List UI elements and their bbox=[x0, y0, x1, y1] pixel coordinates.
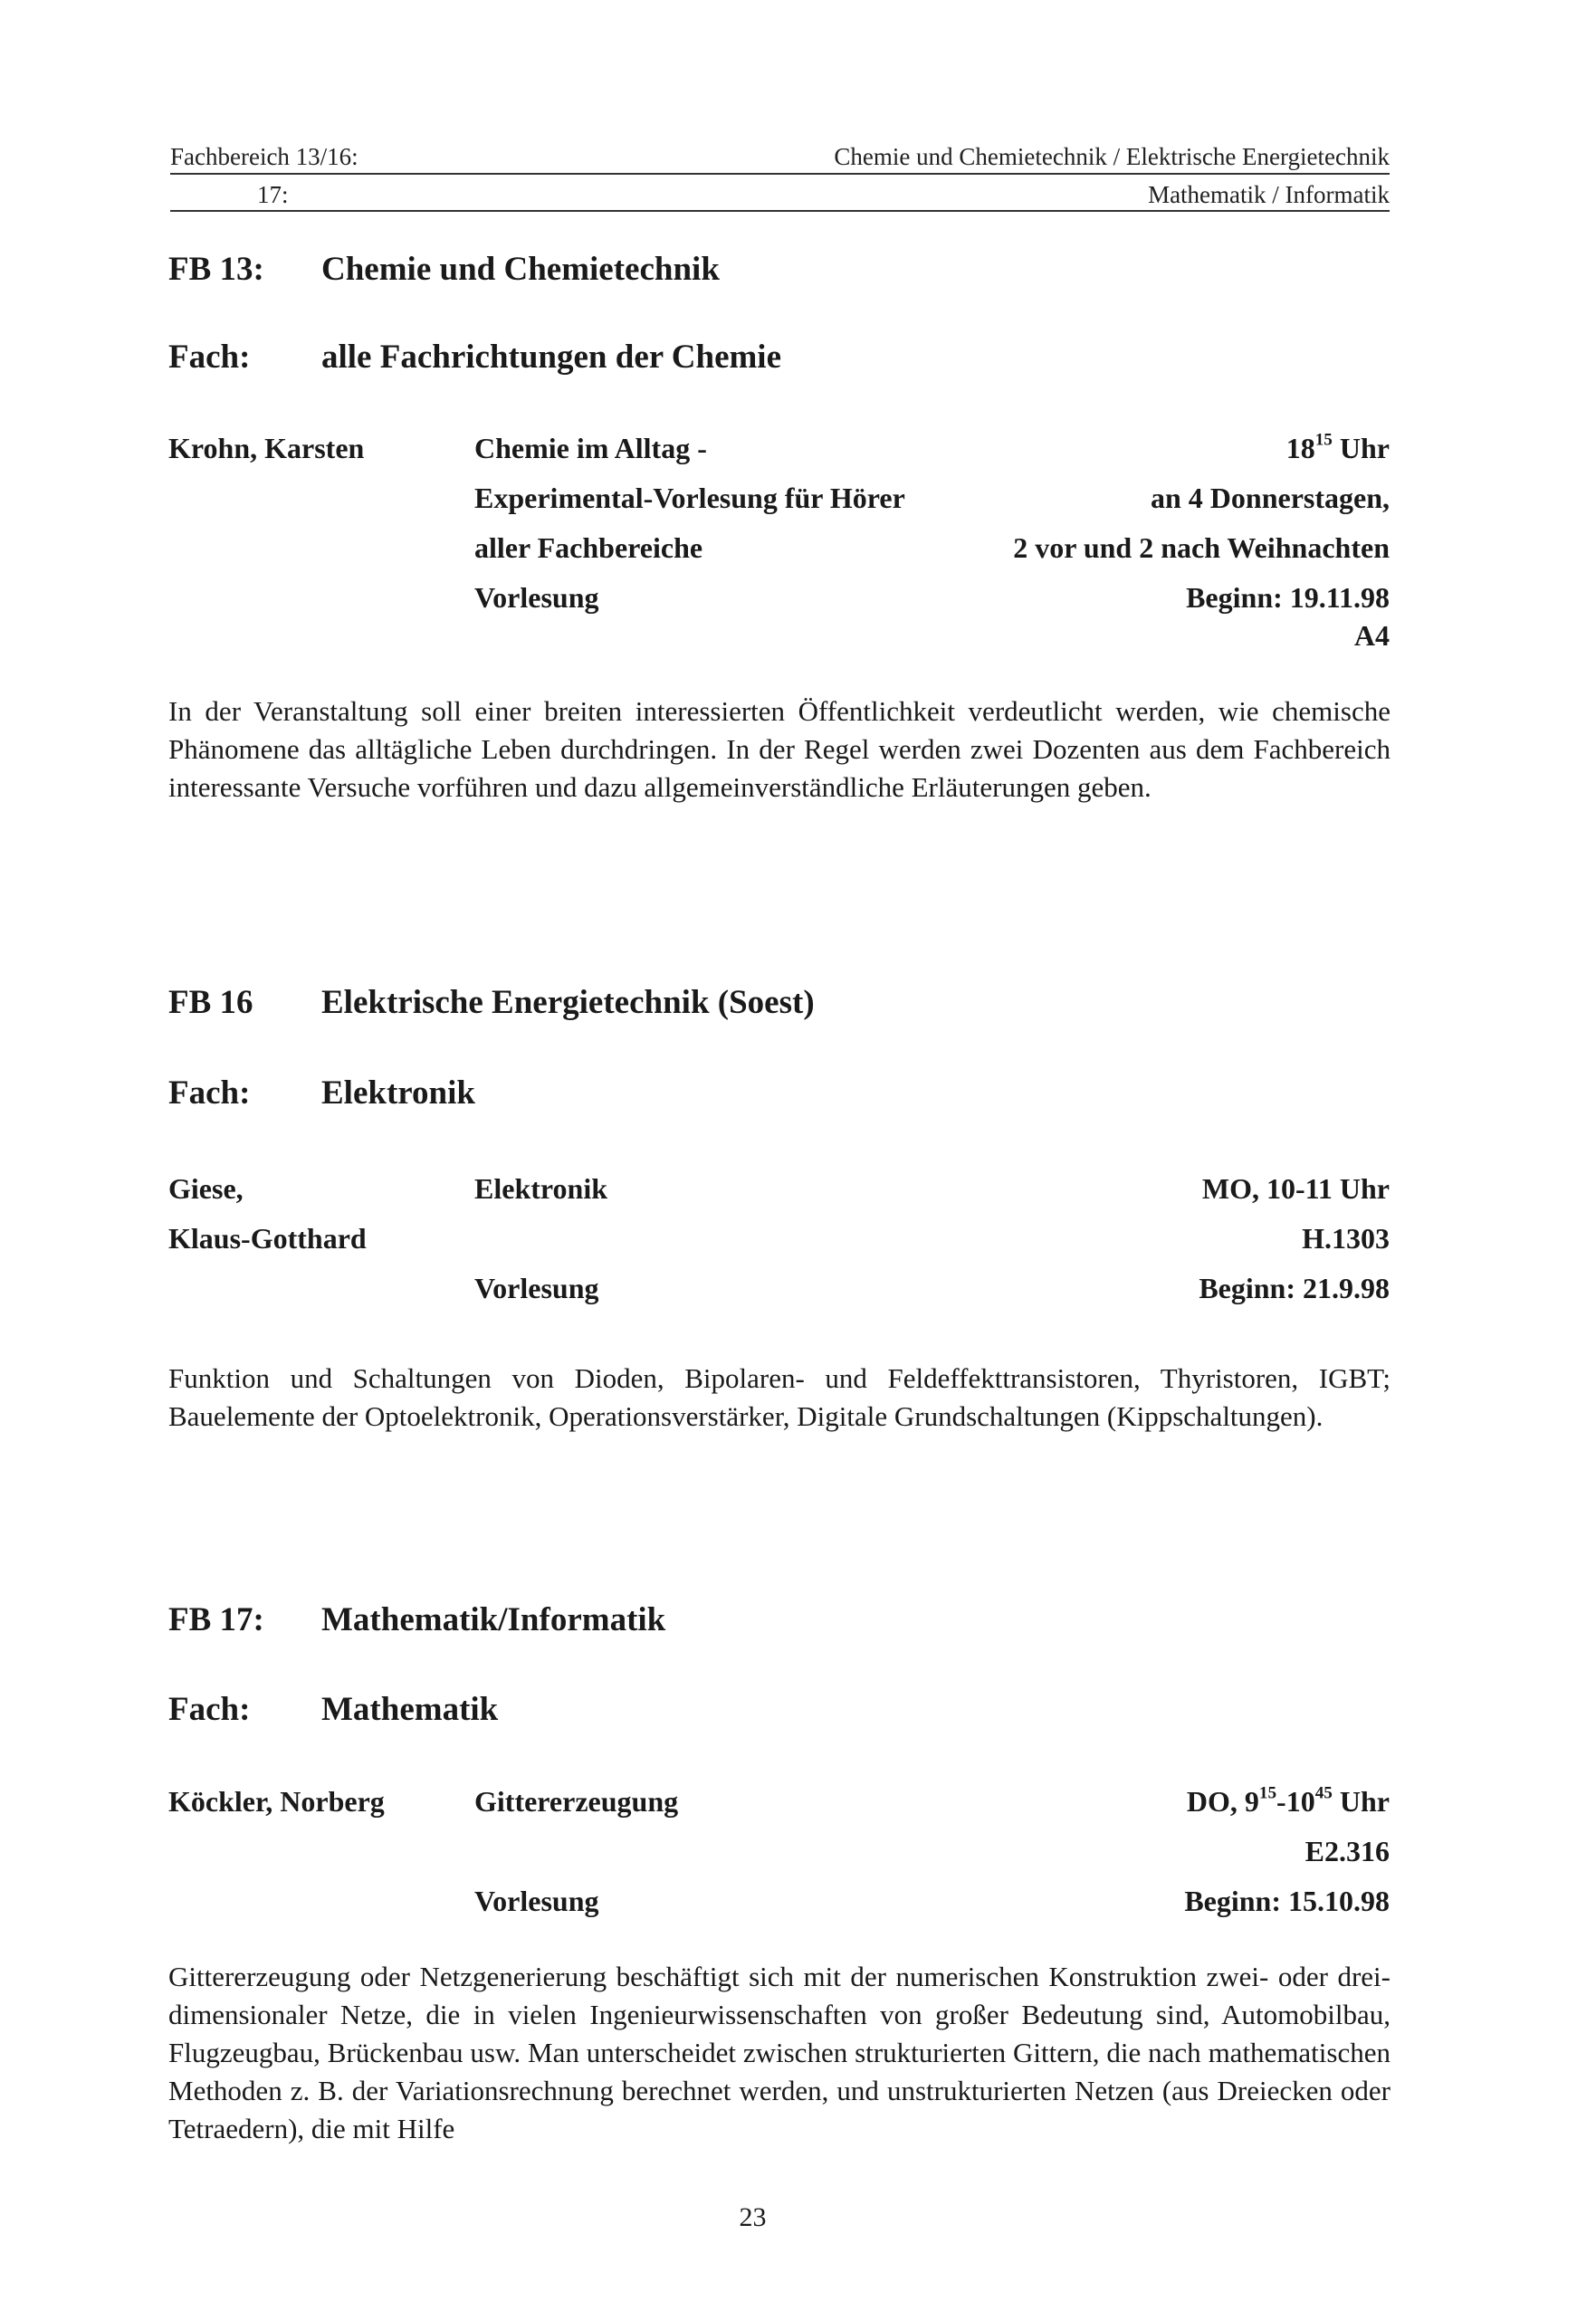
fb13-label: FB 13: bbox=[168, 251, 264, 288]
fb13-fach-label: Fach: bbox=[168, 339, 251, 376]
fb13-time-hour: 18 bbox=[1285, 432, 1315, 464]
fb13-lecturer: Krohn, Karsten bbox=[168, 432, 365, 464]
header-right-line2: Mathematik / Informatik bbox=[1148, 181, 1390, 208]
fb13-start: Beginn: 19.11.98 bbox=[1186, 581, 1390, 614]
fb13-description: In der Veranstaltung soll einer breiten interessierten Öffentlichkeit verdeutlicht werden, wie chemische Phänomene das alltägliche Leben durchdringen. In der Regel werden zwei Dozenten aus dem Fachbereich interessante Versuche vorführen und dazu allgemeinverständliche Erläuterungen geben. bbox=[168, 695, 1391, 803]
fb17-start: Beginn: 15.10.98 bbox=[1184, 1885, 1390, 1917]
fb17-label: FB 17: bbox=[168, 1601, 264, 1638]
fb17-time-unit: Uhr bbox=[1339, 1785, 1390, 1818]
fb13-time-unit: Uhr bbox=[1339, 432, 1390, 464]
fb17-title: Mathematik/Informatik bbox=[321, 1601, 666, 1638]
fb13-schedule-line2: 2 vor und 2 nach Weihnachten bbox=[1013, 531, 1390, 564]
fb13-time-min: 15 bbox=[1314, 430, 1333, 450]
fb17-course-type: Vorlesung bbox=[474, 1885, 599, 1917]
fb17-time-sup1: 15 bbox=[1258, 1783, 1277, 1803]
fb16-start: Beginn: 21.9.98 bbox=[1199, 1272, 1390, 1304]
fb17-lecturer: Köckler, Norberg bbox=[168, 1785, 385, 1818]
fb16-course-type: Vorlesung bbox=[474, 1272, 599, 1304]
fb16-time: MO, 10-11 Uhr bbox=[1201, 1172, 1390, 1205]
fb16-fach-label: Fach: bbox=[168, 1074, 251, 1112]
fb13-schedule-line1: an 4 Donnerstagen, bbox=[1150, 482, 1390, 514]
fb17-time-prefix: DO, 9 bbox=[1186, 1785, 1259, 1818]
fb13-course-time bbox=[1286, 432, 1390, 465]
fb13-course-title-line2: Experimental-Vorlesung für Hörer bbox=[474, 482, 905, 514]
header-left-line2: 17: bbox=[257, 181, 289, 208]
fb13-fach-value: alle Fachrichtungen der Chemie bbox=[321, 339, 782, 376]
fb17-course-title: Gittererzeugung bbox=[474, 1785, 679, 1818]
fb17-room: E2.316 bbox=[1305, 1835, 1390, 1867]
header-rule-top bbox=[170, 173, 1390, 175]
fb13-course-title-line1: Chemie im Alltag - bbox=[474, 432, 707, 464]
fb13-course-title-line3: aller Fachbereiche bbox=[474, 531, 703, 564]
fb16-course-title: Elektronik bbox=[474, 1172, 607, 1205]
fb16-lecturer-line2: Klaus-Gotthard bbox=[168, 1222, 367, 1255]
header-left-line1: Fachbereich 13/16: bbox=[170, 143, 358, 170]
page-number: 23 bbox=[739, 2202, 767, 2232]
fb13-course-type: Vorlesung bbox=[474, 581, 599, 614]
fb17-fach-label: Fach: bbox=[168, 1691, 251, 1728]
fb16-title: Elektrische Energietechnik (Soest) bbox=[321, 984, 815, 1021]
fb17-fach-value: Mathematik bbox=[321, 1691, 499, 1728]
fb16-description: Funktion und Schaltungen von Dioden, Bipolaren- und Feldeffekttransistoren, Thyristoren, IGBT; Bauelemente der Optoelektronik, Operationsverstärker, Digitale Grundschaltungen (Kippschaltungen). bbox=[168, 1362, 1391, 1432]
fb17-description: Gittererzeugung oder Netzgenerierung beschäftigt sich mit der numerischen Konstruktion zwei- oder drei-dimensionaler Netze, die in vielen Ingenieurwissenschaften von großer Bedeutung sind, Automobilbau, Flugzeugbau, Brückenbau usw. Man unterscheidet zwischen strukturierten Gittern, die nach mathematischen Methoden z. B. der Variationsrechnung berechnet werden, und unstrukturierten Netzen (aus Dreiecken oder Tetraedern), die mit Hilfe bbox=[168, 1961, 1391, 2144]
fb16-lecturer-line1: Giese, bbox=[168, 1172, 244, 1205]
fb17-time bbox=[1187, 1785, 1390, 1819]
header-right-line1: Chemie und Chemietechnik / Elektrische Energietechnik bbox=[834, 143, 1390, 170]
fb13-room: A4 bbox=[1353, 619, 1390, 652]
fb17-time-mid: -10 bbox=[1276, 1785, 1315, 1818]
fb16-label: FB 16 bbox=[168, 984, 253, 1021]
fb16-room: H.1303 bbox=[1302, 1222, 1390, 1255]
fb17-time-sup2: 45 bbox=[1314, 1783, 1333, 1803]
fb16-fach-value: Elektronik bbox=[321, 1074, 475, 1112]
header-rule-bottom bbox=[170, 210, 1390, 212]
fb13-title: Chemie und Chemietechnik bbox=[321, 251, 720, 288]
